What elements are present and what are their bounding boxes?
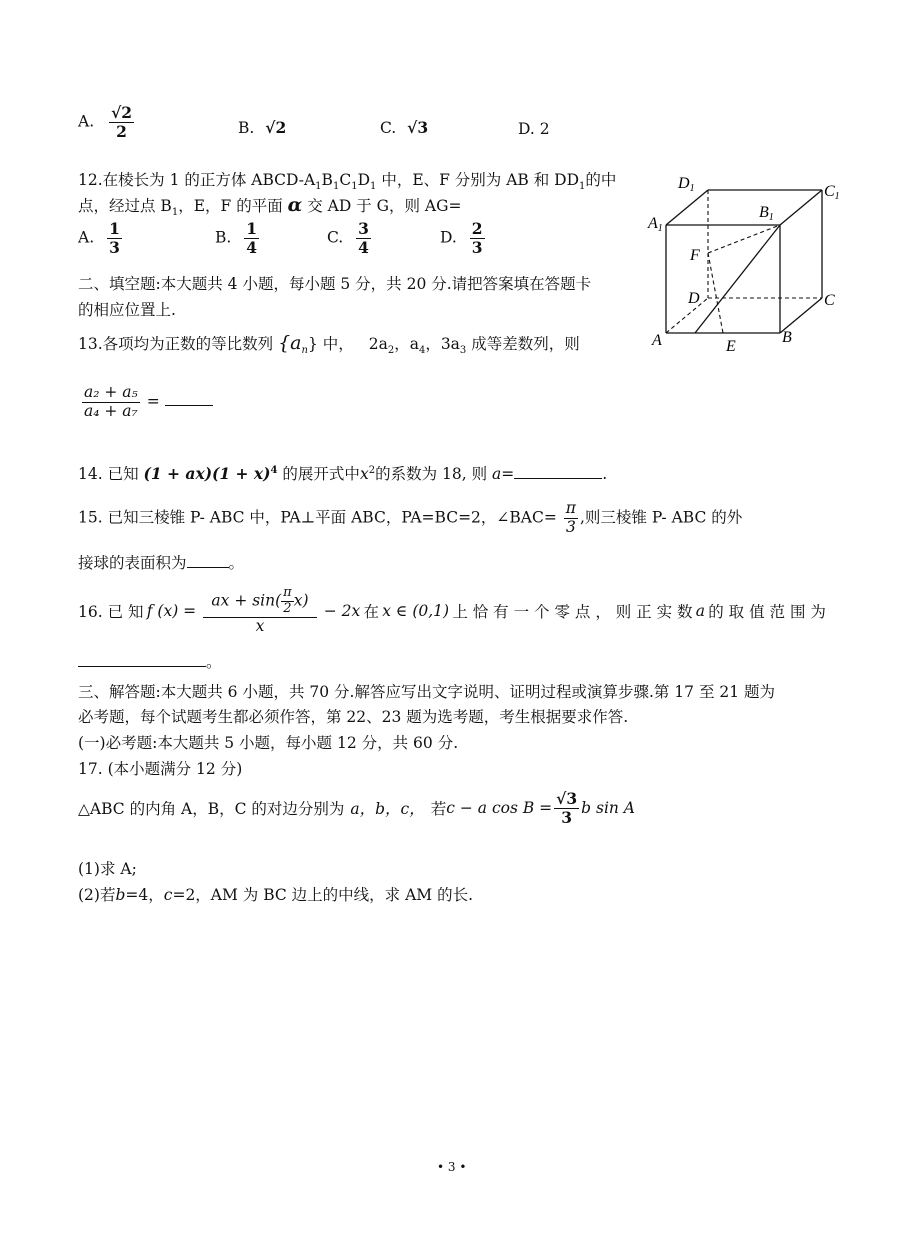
q12-option-d: D. $\frac{2}{3}$ [440,219,483,257]
edge-a1d1 [666,190,708,225]
q17-part2: (2)若b=4，c=2，AM 为 BC 边上的中线，求 AM 的长. [78,886,474,904]
section2-line2: 的相应位置上. [78,301,176,319]
q12-option-a: A. $\frac{1}{3}$ [78,219,120,257]
q11-option-a: A. $\frac{√2}{2}$ [78,103,133,141]
label-a: A [652,332,662,349]
label-e: E [726,338,736,355]
q13-stem: 13.各项均为正数的等比数列 $\{a_n\}$ 中， $2a_2$，$a_4$，$3a_3$ 成等差数列，则 [78,332,580,357]
q13-answer-blank [165,390,213,407]
q12-line2: 点，经过点 $B_1$，E，F 的平面 α 交 AD 于 G，则 AG= [78,194,462,219]
edge-ad-hidden [666,298,708,333]
q12-line1: 12.在棱长为 1 的正方体 ABCD-$A_1B_1C_1D_1$ 中，E、F 分别为 AB 和 $DD_1$的中 [78,171,617,193]
q14-answer-blank [514,463,602,480]
q12-option-c: C. $\frac{3}{4}$ [327,219,369,257]
q11-option-c: C. √3 [380,118,429,137]
label-f: F [690,247,700,264]
q15-answer-blank [187,552,229,569]
label-b: B [782,329,792,346]
label-a1: A1 [648,215,663,234]
label-b1: B1 [759,204,774,223]
page-number: • 3 • [437,1160,467,1174]
q15-line2: 接球的表面积为 。 [78,551,244,573]
q12-option-b: B. $\frac{1}{4}$ [215,219,258,257]
q15-line1: 15. 已知三棱锥 P- ABC 中，PA⊥平面 ABC，PA=BC=2，∠BAC= $\frac{\pi}{3}$ ,则三棱锥 P- ABC 的外 [78,499,743,536]
q16-answer-line: 。 [78,650,222,672]
q11-option-b: B. √2 [238,118,287,137]
label-c1: C1 [824,183,840,202]
q16-answer-blank [78,651,206,668]
cube-figure [640,168,850,363]
edge-b1c1 [780,190,822,225]
label-d: D [688,290,700,307]
section2-line1: 二、填空题:本大题共 4 小题，每小题 5 分，共 20 分.请把答案填在答题卡 [78,275,592,293]
edge-bc [780,298,822,333]
q11-option-d: D. 2 [518,120,550,138]
q14-stem: 14. 已知 $(1 + ax)(1 + x)^4$ 的展开式中$x^2$的系数为 18, 则 a= . [78,464,608,483]
label-d1: D1 [678,175,695,194]
section3-line1: 三、解答题:本大题共 6 小题，共 70 分.解答应写出文字说明、证明过程或演算步骤.第 17 至 21 题为 [78,683,776,701]
section3-line3: (一)必考题:本大题共 5 小题，每小题 12 分，共 60 分. [78,734,459,752]
q13-fraction: $\frac{\text{a₂ + a₅}}{\text{a₄ + a₇}}$ = [80,384,213,421]
q17-part1: (1)求 A; [78,860,137,878]
section3-line2: 必考题，每个试题考生都必须作答，第 22、23 题为选考题，考生根据要求作答. [78,708,629,726]
label-c: C [824,292,835,309]
q17-heading: 17. (本小题满分 12 分) [78,760,243,778]
segment-fe [708,253,723,333]
q16-stem: 16. 已 知 f (x) = ax + sin( $\frac{\pi}{2}$ x) x − 2x 在 x ∈ (0,1) 上 恰 有 一 个 零 点 ， 则 正 实 数 a 的 取 值 范 围 为 [78,585,826,635]
q17-stem: △ABC 的内角 A，B，C 的对边分别为 a，b，c， 若 c − a cos B = $\frac{√3}{3}$ b sin A [78,789,636,827]
